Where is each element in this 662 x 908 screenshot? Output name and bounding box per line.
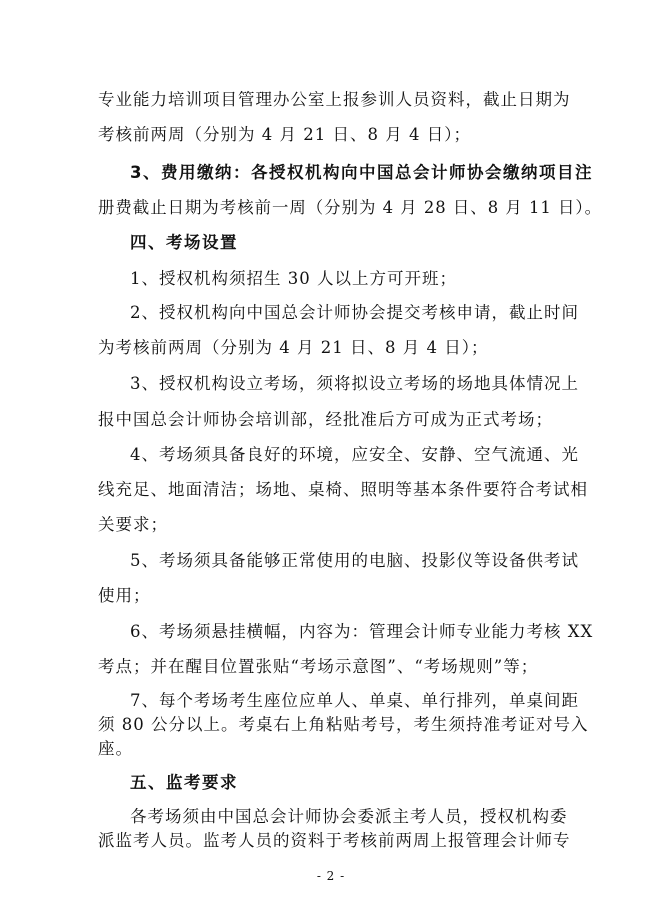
text-line: 关要求； [98, 515, 168, 534]
text-line: 派监考人员。监考人员的资料于考核前两周上报管理会计师专 [98, 831, 571, 850]
text-line: 4、考场须具备良好的环境，应安全、安静、空气流通、光 [130, 445, 579, 464]
text-line: 6、考场须悬挂横幅，内容为：管理会计师专业能力考核 XX [130, 622, 594, 641]
text-line: 7、每个考场考生座位应单人、单桌、单行排列，单桌间距 [130, 691, 579, 710]
section-heading-5: 五、监考要求 [130, 773, 238, 792]
text-line: 使用； [98, 586, 151, 605]
text-line-item-3-fee: 3、费用缴纳：各授权机构向中国总会计师协会缴纳项目注 [130, 163, 593, 182]
text-line: 为考核前两周（分别为 4 月 21 日、8 月 4 日）； [98, 338, 489, 357]
text-line: 座。 [98, 739, 133, 758]
text-line: 1、授权机构须招生 30 人以上方可开班； [130, 269, 457, 288]
text-line: 册费截止日期为考核前一周（分别为 4 月 28 日、8 月 11 日）。 [98, 198, 603, 217]
text-line: 5、考场须具备能够正常使用的电脑、投影仪等设备供考试 [130, 551, 579, 570]
section-heading-4: 四、考场设置 [130, 233, 238, 252]
text-line: 报中国总会计师协会培训部，经批准后方可成为正式考场； [98, 410, 553, 429]
page-number: - 2 - [316, 869, 346, 883]
text-line: 考核前两周（分别为 4 月 21 日、8 月 4 日）； [98, 125, 471, 144]
text-line: 专业能力培训项目管理办公室上报参训人员资料，截止日期为 [98, 90, 571, 109]
text-line: 考点；并在醒目位置张贴“考场示意图”、“考场规则”等； [98, 657, 539, 676]
text-line: 2、授权机构向中国总会计师协会提交考核申请，截止时间 [130, 303, 579, 322]
text-line: 各考场须由中国总会计师协会委派主考人员，授权机构委 [130, 807, 568, 826]
text-line: 线充足、地面清洁；场地、桌椅、照明等基本条件要符合考试相 [98, 480, 588, 499]
text-line: 3、授权机构设立考场，须将拟设立考场的场地具体情况上 [130, 374, 579, 393]
text-line: 须 80 公分以上。考桌右上角粘贴考号，考生须持准考证对号入 [98, 715, 589, 734]
